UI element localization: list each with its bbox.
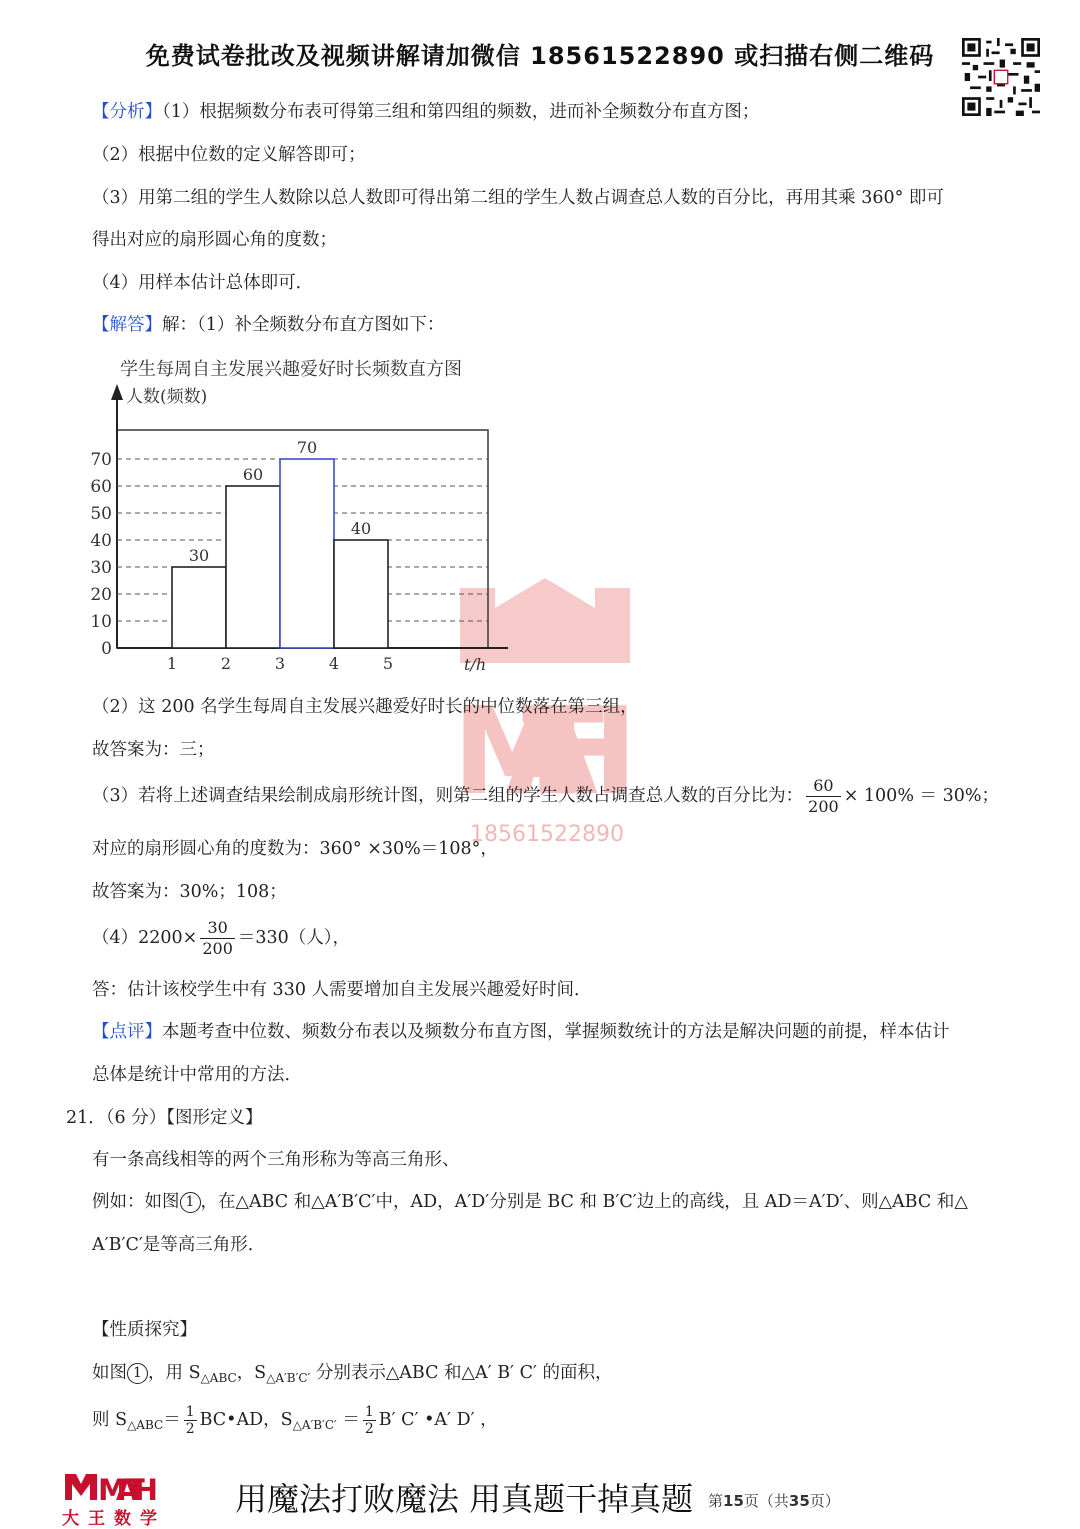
footer-slogan: 用魔法打败魔法 用真题干掉真题 <box>235 1480 694 1518</box>
figure-1-label-2: 1 <box>127 1363 148 1384</box>
chart-title: 学生每周自主发展兴趣爱好时长频数直方图 <box>120 359 462 380</box>
qr-code-icon <box>962 38 1040 116</box>
y-axis-arrow <box>111 384 123 400</box>
x-tick-label: 5 <box>382 654 394 673</box>
analysis-line-2: （2）根据中位数的定义解答即可； <box>92 145 366 165</box>
comment-line-2: 总体是统计中常用的方法． <box>92 1065 302 1085</box>
bar-data-label: 40 <box>350 519 372 538</box>
page-header: 免费试卷批改及视频讲解请加微信 18561522890 或扫描右侧二维码 <box>145 42 935 70</box>
histogram-bar <box>226 486 280 648</box>
comment-tag: 【点评】 <box>92 1022 162 1042</box>
logo-brand: MATH <box>98 1473 158 1507</box>
y-tick-label: 20 <box>90 585 112 605</box>
y-tick-label: 60 <box>90 477 112 497</box>
y-tick-label: 50 <box>90 504 112 524</box>
analysis-line-4: 得出对应的扇形圆心角的度数； <box>92 230 337 250</box>
solution-part-3-angle: 对应的扇形圆心角的度数为：360° ×30%＝108°， <box>92 839 498 859</box>
fraction-60-200: $\frac{60}{200}$ <box>808 776 839 816</box>
q21-area-formula: 则 $S_{\triangle ABC}=$ $\frac{1}{2}$ BC•AD，$S_{\triangle A'B'C'}$ ＝ $\frac{1}{2}$ B′ C′ •A′ D′ ， <box>92 1404 498 1437</box>
x-tick-label: 1 <box>166 654 178 673</box>
solution-answer-final: 答：估计该校学生中有 330 人需要增加自主发展兴趣爱好时间． <box>92 980 592 1000</box>
y-tick-label: 0 <box>101 639 112 659</box>
bar-data-label: 30 <box>188 546 210 565</box>
x-tick-label: 4 <box>328 654 340 673</box>
figure-1-label: 1 <box>180 1192 201 1213</box>
solution-answer-2: 故答案为：三； <box>92 740 215 760</box>
fraction-30-200: $\frac{30}{200}$ <box>202 918 233 958</box>
q21-area-notation: 如图 1 ，用 $S_{\triangle ABC}$，$S_{\triangle A'B'C'}$ 分别表示△ABC 和△A′ B′ C′ 的面积， <box>92 1363 613 1385</box>
analysis-line-3: （3）用第二组的学生人数除以总人数即可得出第二组的学生人数占调查总人数的百分比，再用其乘 360° 即可 <box>92 188 944 208</box>
watermark-phone: 18561522890 <box>470 822 624 847</box>
solution-answer-3: 故答案为：30%；108； <box>92 882 287 902</box>
y-axis-label: 人数(频数) <box>126 387 208 407</box>
analysis-tag: 【分析】 <box>92 102 162 122</box>
x-tick-label: 3 <box>274 654 286 673</box>
analysis-line-5: （4）用样本估计总体即可． <box>92 273 314 293</box>
x-axis-label: t/h <box>464 655 487 674</box>
logo-text: 大王数学 <box>62 1509 166 1529</box>
solution-part-3: （3）若将上述调查结果绘制成扇形统计图，则第二组的学生人数占调查总人数的百分比为： $\frac{60}{200}$ × 100% ＝ 30%； <box>92 776 999 816</box>
x-tick-label: 2 <box>220 654 232 673</box>
histogram-bar <box>334 540 388 648</box>
y-tick-label: 30 <box>90 558 112 578</box>
solution-part-2: （2）这 200 名学生每周自主发展兴趣爱好时长的中位数落在第三组， <box>92 697 638 717</box>
y-tick-label: 70 <box>90 450 112 470</box>
histogram-bar <box>172 567 226 648</box>
page-number: 第15页（共35页） <box>708 1492 840 1510</box>
q21-definition: 有一条高线相等的两个三角形称为等高三角形、 <box>92 1150 460 1170</box>
solution-tag: 【解答】 <box>92 315 162 335</box>
comment-line-1: 【点评】本题考查中位数、频数分布表以及频数分布直方图，掌握频数统计的方法是解决问题的前提，样本估计 <box>92 1022 950 1042</box>
y-tick-label: 10 <box>90 612 112 632</box>
analysis-line-1: 【分析】（1）根据频数分布表可得第三组和第四组的频数，进而补全频数分布直方图； <box>92 102 760 122</box>
frequency-histogram <box>88 350 508 680</box>
histogram-bar <box>280 459 334 648</box>
q21-property-heading: 【性质探究】 <box>92 1320 197 1340</box>
y-tick-label: 40 <box>90 531 112 551</box>
q21-example: 例如：如图 1 ，在△ABC 和△A′B′C′中，AD，A′D′分别是 BC 和 B′C′边上的高线，且 AD＝A′D′、则△ABC 和△ <box>92 1192 968 1212</box>
question-21-heading: 21．（6 分）【图形定义】 <box>66 1108 263 1128</box>
solution-intro: 【解答】解：（1）补全频数分布直方图如下： <box>92 315 445 335</box>
bar-data-label: 60 <box>242 465 264 484</box>
bar-data-label: 70 <box>296 438 318 457</box>
watermark-brand: MATH <box>452 683 638 803</box>
solution-part-4: （4）2200× $\frac{30}{200}$ ＝330（人）， <box>92 918 351 958</box>
q21-example-cont: A′B′C′是等高三角形． <box>92 1235 266 1255</box>
